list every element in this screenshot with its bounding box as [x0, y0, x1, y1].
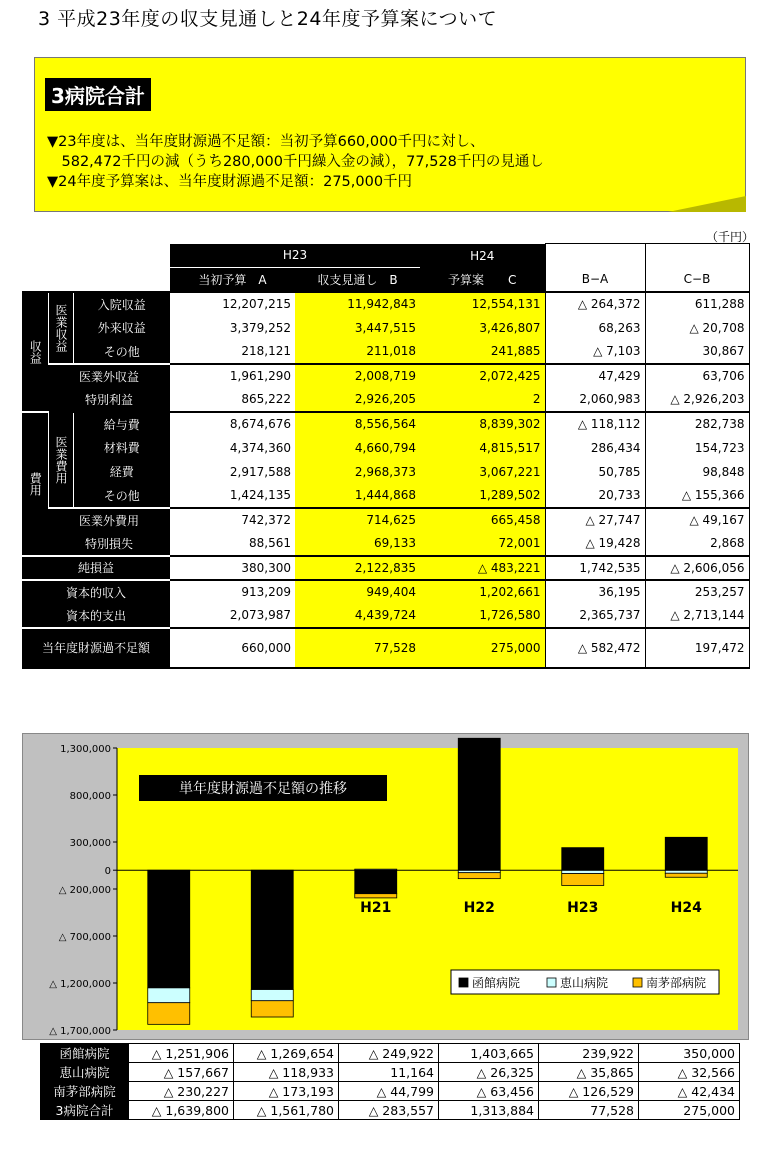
category-cost: 費用 [22, 412, 48, 556]
x-category-label: H20 [256, 900, 288, 917]
bar-segment [251, 870, 293, 989]
hospital-summary-table [40, 1043, 740, 1120]
row-label: 入院収益 [73, 292, 170, 316]
value-cb: △ 20,708 [645, 316, 749, 340]
value-a: 660,000 [170, 628, 295, 668]
value-b: 211,018 [295, 340, 420, 364]
value-a: 1,424,135 [170, 484, 295, 508]
note-line: 582,472千円の減（うち280,000千円繰入金の減），77,528千円の見通し [47, 154, 544, 170]
summary-value: △ 1,561,780 [234, 1101, 339, 1120]
value-c: 1,289,502 [420, 484, 545, 508]
note-heading: 3病院合計 [45, 78, 151, 111]
bar-segment [665, 873, 707, 877]
bar-segment [562, 870, 604, 873]
value-a: 1,961,290 [170, 364, 295, 388]
value-a: 380,300 [170, 556, 295, 580]
summary-value: △ 283,557 [339, 1101, 439, 1120]
bar-segment [458, 873, 500, 879]
summary-row [41, 1044, 740, 1063]
value-ba: △ 19,428 [545, 532, 645, 556]
value-c: 8,839,302 [420, 412, 545, 436]
value-a: 8,674,676 [170, 412, 295, 436]
value-b: 69,133 [295, 532, 420, 556]
value-b: 11,942,843 [295, 292, 420, 316]
value-a: 2,073,987 [170, 604, 295, 628]
y-tick-label: △ 200,000 [58, 885, 111, 896]
value-cb: △ 155,366 [645, 484, 749, 508]
value-ba: △ 118,112 [545, 412, 645, 436]
value-a: 88,561 [170, 532, 295, 556]
row-label: 外来収益 [73, 316, 170, 340]
summary-value: △ 1,639,800 [129, 1101, 234, 1120]
page-title: 3 平成23年度の収支見通しと24年度予算案について [38, 8, 498, 30]
value-b: 3,447,515 [295, 316, 420, 340]
summary-row-label: 3病院合計 [41, 1101, 129, 1120]
value-b: 2,008,719 [295, 364, 420, 388]
value-ba: 68,263 [545, 316, 645, 340]
unit-label: （千円） [706, 230, 755, 244]
col-header-c: 予算案 C [420, 268, 545, 292]
value-c: 1,202,661 [420, 580, 545, 604]
value-ba: △ 7,103 [545, 340, 645, 364]
value-ba: 50,785 [545, 460, 645, 484]
value-a: 12,207,215 [170, 292, 295, 316]
chart-frame [22, 733, 749, 1040]
y-tick-label: 800,000 [69, 791, 111, 802]
col-header-a: 当初予算 A [170, 268, 295, 292]
bar-segment [458, 738, 500, 870]
bar-segment [355, 894, 397, 898]
value-b: 2,122,835 [295, 556, 420, 580]
summary-row [41, 1101, 740, 1120]
note-fold-corner [668, 196, 746, 212]
legend-label: 南茅部病院 [646, 976, 707, 990]
summary-value: 11,164 [339, 1063, 439, 1082]
value-a: 913,209 [170, 580, 295, 604]
value-c: 12,554,131 [420, 292, 545, 316]
legend-swatch [547, 978, 556, 987]
bar-segment [251, 990, 293, 1001]
summary-value: △ 173,193 [234, 1082, 339, 1101]
value-ba: △ 582,472 [545, 628, 645, 668]
value-ba: 1,742,535 [545, 556, 645, 580]
value-c: △ 483,221 [420, 556, 545, 580]
value-cb: 30,867 [645, 340, 749, 364]
value-c: 241,885 [420, 340, 545, 364]
value-ba: 2,365,737 [545, 604, 645, 628]
value-c: 1,726,580 [420, 604, 545, 628]
value-cb: 253,257 [645, 580, 749, 604]
row-label: 当年度財源過不足額 [22, 628, 170, 668]
value-ba: 2,060,983 [545, 388, 645, 412]
row-label: 材料費 [73, 436, 170, 460]
value-b: 77,528 [295, 628, 420, 668]
summary-value: 239,922 [539, 1044, 639, 1063]
value-b: 8,556,564 [295, 412, 420, 436]
legend-label: 函館病院 [472, 976, 521, 990]
summary-value: △ 118,933 [234, 1063, 339, 1082]
value-ba: 20,733 [545, 484, 645, 508]
value-c: 275,000 [420, 628, 545, 668]
y-tick-label: △ 700,000 [58, 932, 111, 943]
y-tick-label: 1,300,000 [60, 744, 111, 755]
summary-row-label: 南茅部病院 [41, 1082, 129, 1101]
note-lines [47, 132, 544, 192]
header-h23: H23 [170, 244, 420, 268]
summary-value: 1,403,665 [439, 1044, 539, 1063]
row-label: その他 [73, 340, 170, 364]
summary-value: △ 42,434 [639, 1082, 740, 1101]
value-cb: 611,288 [645, 292, 749, 316]
value-b: 2,926,205 [295, 388, 420, 412]
value-ba: △ 27,747 [545, 508, 645, 532]
value-a: 4,374,360 [170, 436, 295, 460]
value-c: 3,426,807 [420, 316, 545, 340]
value-b: 714,625 [295, 508, 420, 532]
value-ba: 47,429 [545, 364, 645, 388]
value-a: 865,222 [170, 388, 295, 412]
value-b: 4,439,724 [295, 604, 420, 628]
row-label: 医業外収益 [48, 364, 170, 388]
note-line: ▼23年度は、当年度財源過不足額：当初予算660,000千円に対し、 [47, 134, 485, 150]
row-label: 特別利益 [48, 388, 170, 412]
y-tick-label: 0 [104, 866, 111, 878]
y-tick-label: 300,000 [69, 838, 111, 849]
value-cb: △ 2,713,144 [645, 604, 749, 628]
row-label: 資本的収入 [22, 580, 170, 604]
bar-segment [148, 988, 190, 1003]
value-c: 2 [420, 388, 545, 412]
summary-value: △ 26,325 [439, 1063, 539, 1082]
summary-value: △ 44,799 [339, 1082, 439, 1101]
row-label: 資本的支出 [22, 604, 170, 628]
value-b: 4,660,794 [295, 436, 420, 460]
col-header-cb: C−B [645, 268, 749, 292]
summary-value: 77,528 [539, 1101, 639, 1120]
summary-value: △ 1,269,654 [234, 1044, 339, 1063]
x-category-label: H22 [463, 900, 495, 917]
bar-segment [251, 1001, 293, 1017]
summary-value: 1,313,884 [439, 1101, 539, 1120]
value-c: 2,072,425 [420, 364, 545, 388]
value-a: 3,379,252 [170, 316, 295, 340]
summary-value: △ 126,529 [539, 1082, 639, 1101]
y-tick-label: △ 1,700,000 [49, 1026, 111, 1037]
bar-segment [562, 848, 604, 871]
x-category-label: H24 [670, 900, 702, 917]
summary-value: 275,000 [639, 1101, 740, 1120]
row-label: 給与費 [73, 412, 170, 436]
summary-note [34, 57, 746, 212]
group-medical-revenue: 医業収益 [48, 292, 73, 364]
summary-row [41, 1063, 740, 1082]
value-a: 742,372 [170, 508, 295, 532]
summary-value: △ 35,865 [539, 1063, 639, 1082]
bar-segment [148, 1003, 190, 1025]
value-a: 218,121 [170, 340, 295, 364]
value-ba: 286,434 [545, 436, 645, 460]
value-b: 949,404 [295, 580, 420, 604]
value-b: 1,444,868 [295, 484, 420, 508]
value-cb: 197,472 [645, 628, 749, 668]
summary-value: △ 249,922 [339, 1044, 439, 1063]
summary-value: △ 32,566 [639, 1063, 740, 1082]
bar-segment [355, 870, 397, 893]
row-label: 特別損失 [48, 532, 170, 556]
chart-title: 単年度財源過不足額の推移 [179, 781, 347, 797]
legend-swatch [633, 978, 642, 987]
x-category-label: H21 [360, 900, 392, 917]
y-tick-label: △ 1,200,000 [49, 979, 111, 990]
value-c: 72,001 [420, 532, 545, 556]
stacked-bar-chart [23, 734, 748, 1039]
header-h24: H24 [420, 244, 545, 268]
value-cb: △ 2,926,203 [645, 388, 749, 412]
summary-value: △ 230,227 [129, 1082, 234, 1101]
value-cb: 154,723 [645, 436, 749, 460]
row-label: 純損益 [22, 556, 170, 580]
group-medical-cost: 医業費用 [48, 412, 73, 508]
value-cb: 98,848 [645, 460, 749, 484]
col-header-ba: B−A [545, 268, 645, 292]
summary-value: △ 1,251,906 [129, 1044, 234, 1063]
bar-segment [665, 837, 707, 870]
budget-table [22, 243, 750, 669]
row-label: 医業外費用 [48, 508, 170, 532]
row-label: その他 [73, 484, 170, 508]
col-header-b: 収支見通し B [295, 268, 420, 292]
value-cb: 63,706 [645, 364, 749, 388]
value-cb: 282,738 [645, 412, 749, 436]
summary-value: △ 63,456 [439, 1082, 539, 1101]
bar-segment [148, 870, 190, 988]
category-revenue: 収益 [22, 292, 48, 412]
legend-swatch [459, 978, 468, 987]
summary-value: 350,000 [639, 1044, 740, 1063]
value-cb: △ 2,606,056 [645, 556, 749, 580]
note-line: ▼24年度予算案は、当年度財源過不足額：275,000千円 [47, 174, 413, 190]
value-cb: 2,868 [645, 532, 749, 556]
value-c: 3,067,221 [420, 460, 545, 484]
value-c: 4,815,517 [420, 436, 545, 460]
x-category-label: H19 [153, 900, 185, 917]
value-ba: △ 264,372 [545, 292, 645, 316]
value-a: 2,917,588 [170, 460, 295, 484]
summary-row-label: 恵山病院 [41, 1063, 129, 1082]
summary-row-label: 函館病院 [41, 1044, 129, 1063]
value-b: 2,968,373 [295, 460, 420, 484]
value-c: 665,458 [420, 508, 545, 532]
summary-row [41, 1082, 740, 1101]
bar-segment [562, 874, 604, 886]
x-category-label: H23 [567, 900, 599, 917]
legend-label: 恵山病院 [560, 976, 609, 990]
value-cb: △ 49,167 [645, 508, 749, 532]
value-ba: 36,195 [545, 580, 645, 604]
summary-value: △ 157,667 [129, 1063, 234, 1082]
row-label: 経費 [73, 460, 170, 484]
